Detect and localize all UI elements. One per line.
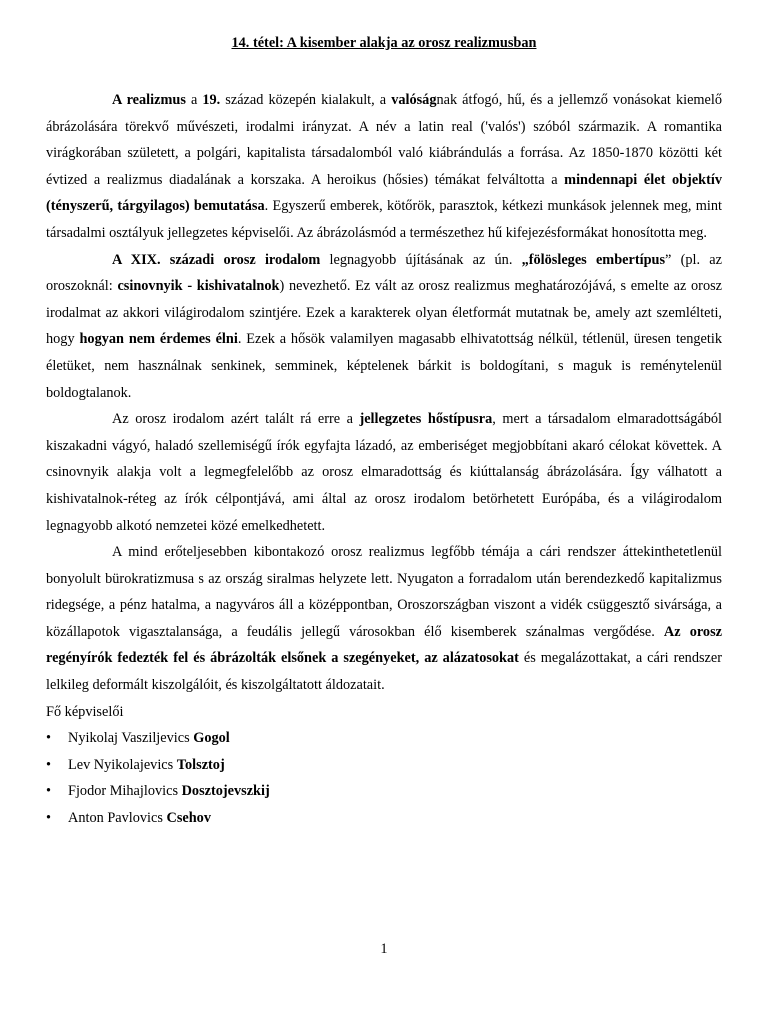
bold-text: hogyan nem érdemes élni (79, 331, 238, 348)
text-run: ” (pl. az oroszoknál: (46, 251, 722, 295)
bold-text: csinovnyik - kishivatalnok (117, 278, 280, 295)
text-run: . Ezek a hősök valamilyen magasabb elhivatottság nélkül, tétlenül, üresen tengetik életüket, nem használnak senkinek, semminek, képtelenek bárkit is boldogítani, s maguk is reménytelenül boldogtalanok. (46, 331, 723, 401)
given-names: Fjodor Mihajlovics (68, 783, 182, 800)
surname: Gogol (193, 730, 230, 747)
given-names: Lev Nyikolajevics (68, 756, 177, 773)
list-item (46, 752, 722, 779)
text-run: A mind erőteljesebben kibontakozó orosz realizmus legfőbb témája a cári rendszer áttekinthetetlenül bonyolult bürokratizmusa s az ország siralmas helyzete lett. Nyugaton a forradalom után berendezkedő kapitalizmus ridegsége, a pénz hatalma, a nagyváros áll a középpontban, Oroszországban viszont a vidék csüggesztő sivársága, a közállapotok vigasztalansága, a feudális jellegű városokban élő kisemberek szánalmas vergődése. (46, 544, 722, 640)
text-run: legnagyobb újításának az ún. (320, 251, 522, 268)
bold-text: A XIX. századi orosz irodalom (112, 251, 321, 268)
bold-text: A realizmus (112, 92, 186, 108)
bold-text: jellegzetes hőstípusra (359, 411, 493, 428)
text-run: a (185, 92, 203, 108)
bold-text: valóság (391, 92, 437, 108)
list-item (46, 805, 722, 832)
paragraph (46, 247, 722, 407)
text-run: század közepén kialakult, a (220, 92, 392, 108)
paragraph (46, 87, 722, 247)
representatives-list (46, 725, 722, 831)
given-names: Nyikolaj Vaszilјevics (68, 730, 194, 747)
text-run: Az orosz irodalom azért talált rá erre a (112, 411, 360, 428)
surname: Csehov (166, 810, 211, 827)
paragraph (46, 539, 722, 699)
paragraph (46, 406, 722, 539)
representatives-label: Fő képviselői (46, 703, 124, 720)
text-run: , mert a társadalom elmaradottságából kiszakadni vágyó, haladó szellemiségű írók egyfajta lázadó, az emberiséget megjobbítani akaró célokat követtek. A csinovnyik alakja volt a legmegfelelőbb az orosz elmaradottság és kiúttalanság ábrázolására. Így válhatott a kishivatalnok-réteg az írók célpontjává, ami által az orosz irodalom betörhetett Európába, és a világirodalom legnagyobb alkotó nemzetei közé emelkedhetett. (46, 411, 722, 534)
bold-text: mindennapi élet objektív (tényszerű, tárgyilagos) bemutatása (46, 171, 722, 215)
surname: Dosztojevszkij (181, 783, 270, 800)
list-item (46, 725, 722, 752)
text-run: és megalázottakat, a cári rendszer lelkileg deformált kiszolgálóit, és kiszolgáltatott áldozatait. (46, 650, 722, 694)
text-run: . Egyszerű emberek, kötőrök, parasztok, kétkezi munkások jelennek meg, mint társadalmi osztályuk jellegzetes képviselői. Az ábrázolásmód a természethez hű kifejezésformákat honosította meg. (46, 198, 722, 241)
surname: Tolsztoj (176, 756, 225, 773)
text-run: ) nevezhető. Ez vált az orosz realizmus meghatározójává, s emelte az orosz irodalmat az akkori világirodalom szintjére. Ezek a karakterek olyan életformát mutatnak be, amely azt szemlélteti, hogy (46, 278, 723, 348)
bold-text: „fölösleges embertípus (521, 251, 666, 268)
bold-text: 19. (202, 92, 221, 108)
given-names: Anton Pavlovics (68, 810, 167, 827)
text-run: nak átfogó, hű, és a jellemző vonásokat kiemelő ábrázolására törekvő művészeti, irodalmi irányzat. A név a latin real ('valós') szóból származik. A romantika virágkorában született, a polgári, kapitalista társadalomból való kiábrándulás a forrása. Az 1850-1870 közötti két évtized a realizmus diadalának a korszaka. A heroikus (hősies) témákat felváltotta a (46, 92, 722, 188)
page-title: 14. tétel: A kisember alakja az orosz realizmusban (231, 35, 537, 51)
bold-text: Az orosz regényírók fedezték fel és ábrázolták elsőnek a szegényeket, az alázatosokat (46, 623, 722, 667)
list-item (46, 778, 722, 805)
page-number: 1 (380, 941, 388, 957)
